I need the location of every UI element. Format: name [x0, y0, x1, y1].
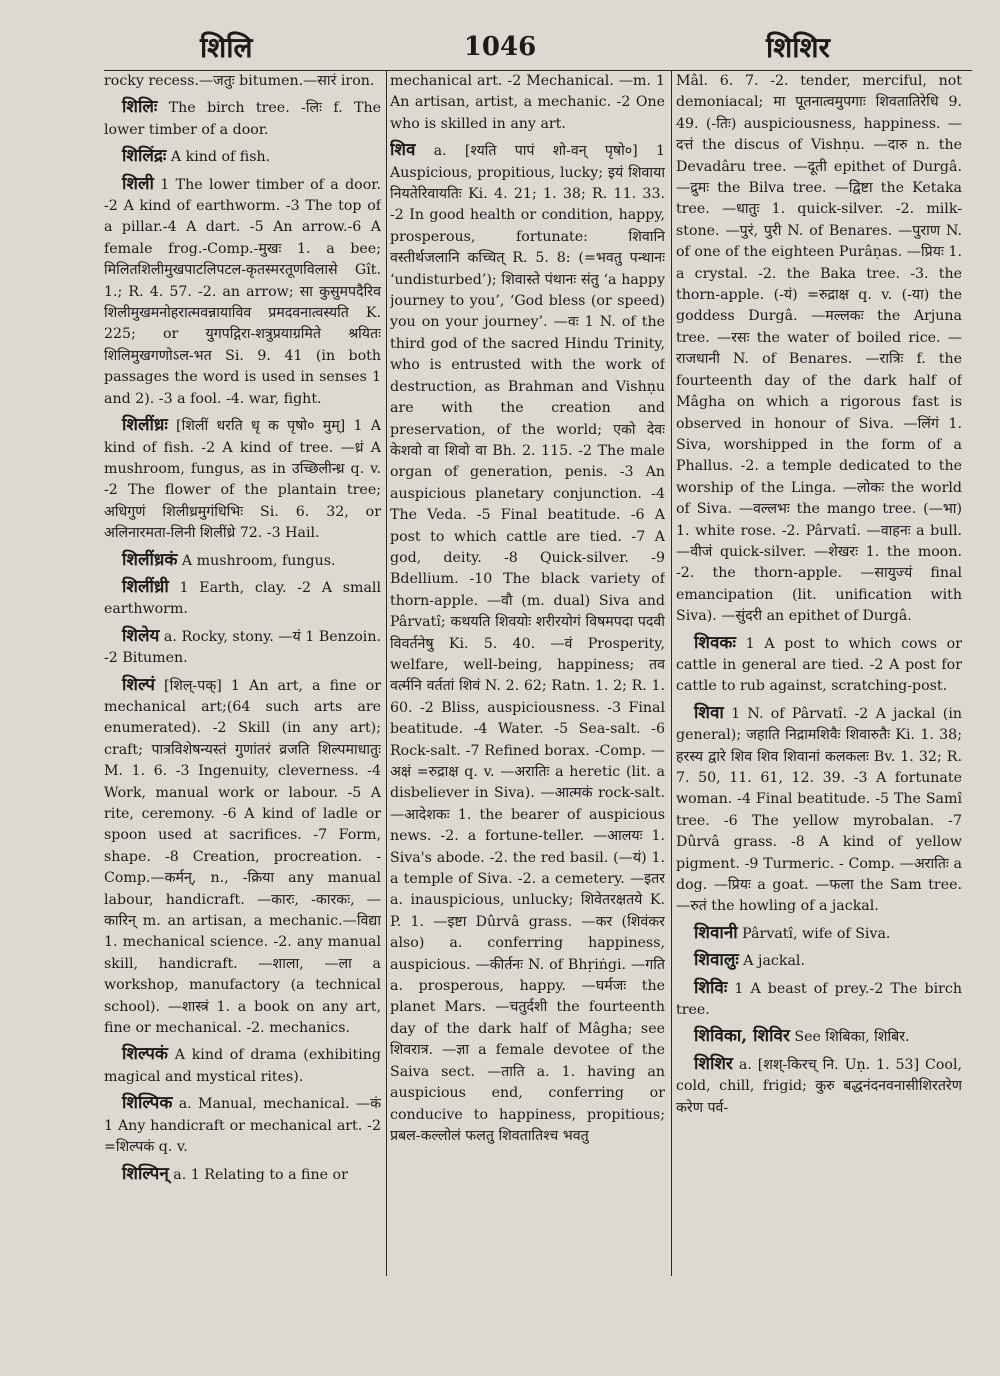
entry-headword: शिविः	[694, 977, 728, 998]
entry-headword: शिशिर	[694, 1053, 733, 1074]
column-divider-1	[386, 71, 387, 1276]
dictionary-entry	[104, 675, 381, 1040]
column-3	[676, 71, 962, 1276]
entry-definition: See शिबिका, शिबिर.	[794, 1029, 910, 1046]
dictionary-entry	[104, 577, 381, 621]
dictionary-entry	[676, 923, 962, 945]
dictionary-entry	[390, 140, 665, 1147]
entry-headword: शिवा	[694, 702, 724, 723]
entry-definition: a. Manual, mechanical. —कं 1 Any handicraft or mechanical art. -2 =शिल्पकं q. v.	[104, 1096, 381, 1156]
left-running-headword: शिलि	[200, 31, 253, 64]
entry-headword: शिवकः	[694, 632, 736, 653]
entry-headword: शिवालुः	[694, 950, 739, 971]
entry-headword: शिल्पिक	[122, 1093, 173, 1114]
entry-definition: 1 A beast of prey.-2 The birch tree.	[676, 980, 962, 1019]
dictionary-entry	[104, 71, 381, 92]
dictionary-entry	[676, 978, 962, 1022]
entry-definition: A mushroom, fungus.	[181, 552, 336, 569]
entry-headword: शिल्पिन्	[122, 1163, 169, 1184]
dictionary-entry	[104, 626, 381, 670]
dictionary-entry	[104, 97, 381, 141]
column-divider-2	[671, 71, 672, 1276]
dictionary-entry	[676, 703, 962, 918]
entry-headword: शिलींध्री	[122, 576, 169, 597]
dictionary-entry	[676, 950, 962, 972]
entry-headword: शिलींध्रः	[122, 415, 168, 436]
dictionary-entry	[676, 1026, 962, 1048]
entry-headword: शिली	[122, 173, 154, 194]
dictionary-entry	[676, 1054, 962, 1119]
entry-definition: 1 Earth, clay. -2 A small earthworm.	[104, 579, 381, 618]
entry-definition: a. Rocky, stony. —यं 1 Benzoin. -2 Bitumen.	[104, 628, 381, 667]
entry-definition: a. 1 Relating to a fine or	[173, 1166, 348, 1183]
page-number: 1046	[463, 32, 537, 62]
entry-definition: 1 N. of Pârvatî. -2 A jackal (in general); जहाति निद्रामशिवैः शिवारुतैः Ki. 1. 38; हरस्य द्वारे शिव शिव शिवानां कलकलः Bv. 1. 32; R. 7. 50, 11. 61, 12. 39. -3 A fortunate woman. -4 Final beatitude. -5 The Samî tree. -6 The yellow myrobalan. -7 Dûrvâ grass. -8 A kind of yellow pigment. -9 Turmeric. - Comp. —अरातिः a dog. —प्रियः a goat. —फला the Sam tree. —रुतं the howling of a jackal.	[676, 705, 962, 915]
dictionary-entry	[104, 1093, 381, 1158]
entry-headword: शिव	[390, 140, 416, 161]
entry-definition: a. [श्यति पापं शो-वन् पृषो०] 1 Auspicious, propitious, lucky; इयं शिवाया नियतेरिवायतिः Ki. 4. 21; 1. 38; R. 11. 33. -2 In good health or condition, happy, prosperous, fortunate: शिवानि वस्तीर्थजलानि कच्चित् R. 5. 8: (=भवतु पन्थानः ‘undisturbed’); शिवास्ते पंथानः संतु ‘a happy journey to you’, ‘God bless (or speed) you on your journey’. —वः 1 N. of the third god of the sacred Hindu Trinity, who is entrusted with the work of destruction, as Brahman and Vishṇu are with the creation and preservation, of the world; एको देवः केशवो वा शिवो वा Bh. 2. 115. -2 The male organ of generation, penis. -3 An auspicious planetary conjunction. -4 The Veda. -5 Final beatitude. -6 A post to which cattle are tied. -7 A god, deity. -8 Quick-silver. -9 Bdellium. -10 The black variety of thorn-apple. —वौ (m. dual) Siva and Pârvatî; कथयति शिवयोः शरीरयोगं विषमपदा पदवी विवर्तनेषु Ki. 5. 40. —वं Prosperity, welfare, well-being, happiness; तव वर्त्मनि वर्ततां शिवं N. 2. 62; Ratn. 1. 2; R. 1. 60. -2 Bliss, auspiciousness. -3 Final beatitude. -4 Water. -5 Sea-salt. -6 Rock-salt. -7 Refined borax. -Comp. —अक्षं =रुद्राक्ष q. v. —अरातिः a heretic (lit. a disbeliever in Siva). —आत्मकं rock-salt. —आदेशकः 1. the bearer of auspicious news. -2. a fortune-teller. —आलयः 1. Siva's abode. -2. the red basil. (—यं) 1. a temple of Siva. -2. a cemetery. —इतर a. inauspicious, unlucky; शिवेतरक्षतये K. P. 1. —इष्टा Dûrvâ grass. —कर (शिवंकर also) a. conferring happiness, auspicious. —कीर्तनः N. of Bhṛiṅgi. —गति a. prosperous, happy. —घर्मजः the planet Mars. —चतुर्दशी the fourteenth day of the dark half of Mâgha; see शिवरात्र. —ज्ञा a female devotee of the Saiva sect. —ताति a. 1. having an auspicious end, conferring or conducive to happiness, propitious; प्रबल-कल्लोलं फलतु शिवतातिश्च भवतु	[390, 143, 665, 1144]
dictionary-entry	[390, 71, 665, 135]
dictionary-entry	[676, 71, 962, 628]
entry-definition: a. [शश्-किरच् नि. Uṇ. 1. 53] Cool, cold, chill, frigid; कुरु बद्धनंदनवनासीशिरतरेण करेण पर्व-	[676, 1056, 962, 1116]
entry-definition: Mâl. 6. 7. -2. tender, merciful, not demoniacal; मा पूतनात्वमुपगाः शिवतातिरेधि 9. 49. (-तिः) auspiciousness, happiness. —दत्तं the discus of Vishṇu. —दारु n. the Devadâru tree. —दूती epithet of Durgâ. —द्रुमः the Bilva tree. —द्विष्टा the Ketaka tree. —धातुः 1. quick-silver. -2. milk-stone. —पुरं, पुरी N. of Benares. —पुराण N. of one of the eighteen Purâṇas. —प्रियः 1. a crystal. -2. the Baka tree. -3. the thorn-apple. (-यं) =रुद्राक्ष q. v. (-या) the goddess Durgâ. —मल्लकः the Arjuna tree. —रसः the water of boiled rice. —राजधानी N. of Benares. —रात्रिः f. the fourteenth day of the dark half of Mâgha on which a rigorous fast is observed in honour of Siva. —लिंगं 1. Siva, worshipped in the form of a Phallus. -2. a temple dedicated to the worship of the Linga. —लोकः the world of Siva. —वल्लभः the mango tree. (—भा) 1. white rose. -2. Pârvatî. —वाहनः a bull. —वीजं quick-silver. —शेखरः 1. the moon. -2. the thorn-apple. —सायुज्यं final emancipation (lit. unification with Siva). —सुंदरी an epithet of Durgâ.	[676, 73, 962, 625]
entry-definition: 1 The lower timber of a door. -2 A kind of earthworm. -3 The top of a pillar.-4 A dart. -5 An arrow.-6 A female frog.-Comp.-मुखः 1. a bee; मिलितशिलीमुखपाटलिपटल-कृतस्मरतूणविलासे Gît. 1.; R. 4. 57. -2. an arrow; सा कुसुमपदैरिव शिलीमुखमनोहरात्मवन्नायाविव प्रमदवनात्वस्यति K. 225; or युगपद्गिरा-शत्रुप्रयाग्रमिते श्रयितः शिलिमुखगणोऽल-भत Si. 9. 41 (in both passages the word is used in senses 1 and 2). -3 a fool. -4. war, fight.	[104, 176, 381, 407]
entry-definition: Pârvatî, wife of Siva.	[742, 925, 891, 942]
right-running-headword: शिशिर	[765, 31, 830, 64]
dictionary-entry	[104, 415, 381, 544]
entry-headword: शिविका, शिविर	[694, 1026, 790, 1047]
entry-definition: mechanical art. -2 Mechanical. —m. 1 An artisan, artist, a mechanic. -2 One who is skilled in any art.	[390, 73, 665, 132]
dictionary-entry	[104, 1164, 381, 1186]
entry-definition: [शिलीं धरति धृ क पृषो० मुम्] 1 A kind of fish. -2 A kind of tree. —ध्रं A mushroom, fungus, as in उच्छिलीन्ध्र q. v. -2 The flower of the plantain tree; अधिगुणं शिलीध्रमुगंधिभिः Si. 6. 32, or अलिनारमता-लिनी शिलींध्रे 72. -3 Hail.	[104, 418, 381, 542]
entry-headword: शिलेय	[122, 625, 160, 646]
dictionary-entry	[676, 633, 962, 698]
entry-headword: शिल्पकं	[122, 1044, 168, 1065]
entry-headword: शिलींध्रकं	[122, 549, 178, 570]
dictionary-entry	[104, 1044, 381, 1088]
entry-definition: A kind of drama (exhibiting magical and mystical rites).	[104, 1047, 381, 1085]
entry-headword: शिवानी	[694, 922, 738, 943]
entry-headword: शिलिः	[122, 97, 158, 118]
dictionary-entry	[104, 174, 381, 410]
dictionary-entry	[104, 146, 381, 168]
entry-headword: शिलिंद्रः	[122, 146, 167, 167]
entry-definition: 1 A post to which cows or cattle in general are tied. -2 A post for cattle to rub against, scratching-post.	[676, 635, 962, 695]
column-1	[104, 71, 381, 1276]
dictionary-entry	[104, 550, 381, 572]
entry-definition: A kind of fish.	[170, 149, 271, 166]
entry-headword: शिल्पं	[122, 674, 155, 695]
entry-definition: A jackal.	[743, 953, 805, 970]
entry-definition: [शिल्-पक्] 1 An art, a fine or mechanical art;(64 such arts are enumerated). -2 Skill (in any art); craft; पात्रविशेषन्यस्तं गुणांतरं व्रजति शिल्पमाधातुः M. 1. 6. -3 Ingenuity, cleverness. -4 Work, manual work or labour. -5 A rite, ceremony. -6 A kind of ladle or spoon used at sacrifices. -7 Form, shape. -8 Creation, procreation. -Comp.—कर्मन्, n., -क्रिया any manual labour, handicraft. —कारः, -कारकः, —कारिन् m. an artisan, a mechanic.—विद्या 1. mechanical science. -2. any manual skill, handicraft. —शाला, —ला a workshop, manufactory (a technical school). —शास्त्रं 1. a book on any art, fine or mechanical. -2. mechanics.	[104, 677, 381, 1037]
entry-definition: rocky recess.—जतुः bitumen.—सारं iron.	[104, 73, 375, 89]
entry-definition: The birch tree. -लिः f. The lower timber of a door.	[104, 100, 381, 138]
column-2	[390, 71, 665, 1276]
